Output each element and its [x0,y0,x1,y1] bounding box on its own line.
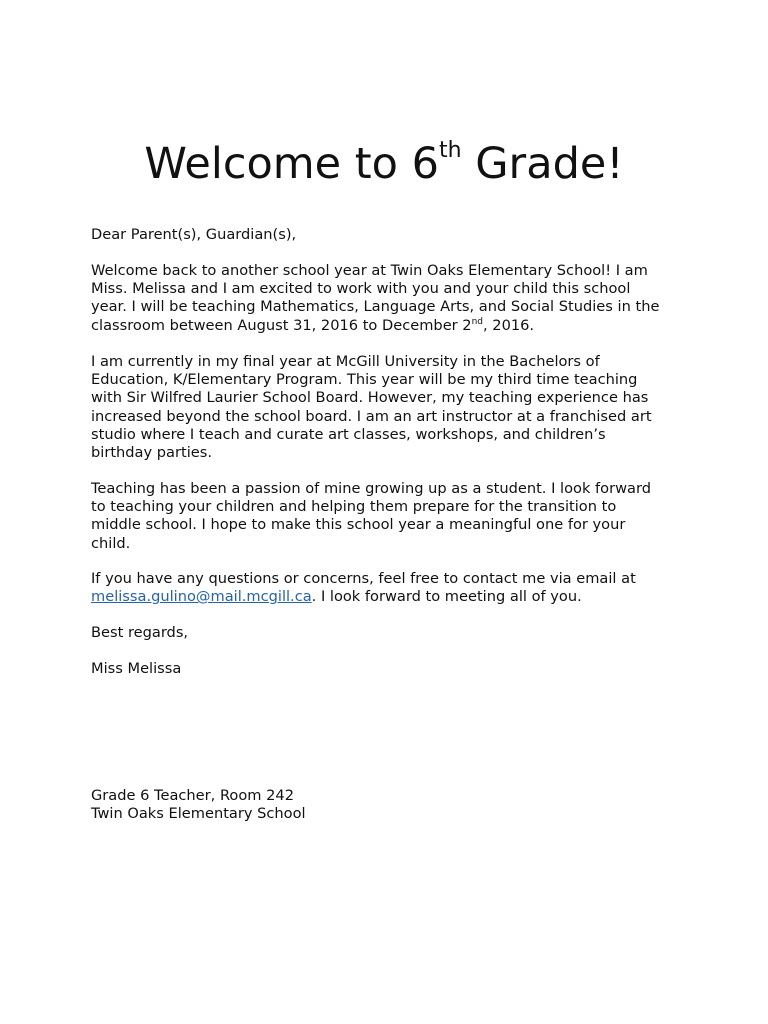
paragraph-line: Teaching has been a passion of mine growing up as a student. I look forward [91,480,651,497]
footer-signature-block [91,787,691,823]
paragraph-line: Miss. Melissa and I am excited to work with you and your child this school [91,280,631,298]
paragraph-line-end: . I look forward to meeting all of you. [311,588,582,606]
paragraph-line: Welcome back to another school year at Twin Oaks Elementary School! I am [91,262,648,279]
paragraph-contact [91,570,691,606]
paragraph-line: If you have any questions or concerns, feel free to contact me via email at [91,570,636,587]
paragraph-line: year. I will be teaching Mathematics, Language Arts, and Social Studies in the [91,298,660,316]
school-name: Twin Oaks Elementary School [91,805,306,823]
paragraph-line: classroom between August 31, 2016 to December 2 [91,316,472,334]
paragraph-line: Education, K/Elementary Program. This year will be my third time teaching [91,371,638,389]
signature: Miss Melissa [91,660,182,677]
date-superscript: nd [471,316,484,327]
closing: Best regards, [91,624,189,641]
title-suffix: Grade! [461,139,624,189]
title-prefix: Welcome to 6 [144,139,439,189]
paragraph-line: increased beyond the school board. I am an art instructor at a franchised art [91,407,652,425]
paragraph-passion [91,480,691,553]
paragraph-line: with Sir Wilfred Laurier School Board. However, my teaching experience has [91,389,649,407]
title-superscript: th [438,137,462,163]
paragraph-line: birthday parties. [91,444,212,462]
paragraph-line: studio where I teach and curate art classes, workshops, and children’s [91,425,606,443]
email-link[interactable]: melissa.gulino@mail.mcgill.ca [91,588,312,606]
paragraph-line: I am currently in my final year at McGill University in the Bachelors of [91,353,600,370]
paragraph-line: to teaching your children and helping them prepare for the transition to [91,498,617,516]
paragraph-line-end: , 2016. [483,316,535,334]
page-title [0,136,768,192]
paragraph-line: middle school. I hope to make this school year a meaningful one for your [91,516,626,534]
paragraph-background [91,353,691,462]
greeting: Dear Parent(s), Guardian(s), [91,226,297,243]
paragraph-intro [91,262,691,335]
teacher-title: Grade 6 Teacher, Room 242 [91,787,294,804]
paragraph-line: child. [91,534,131,552]
